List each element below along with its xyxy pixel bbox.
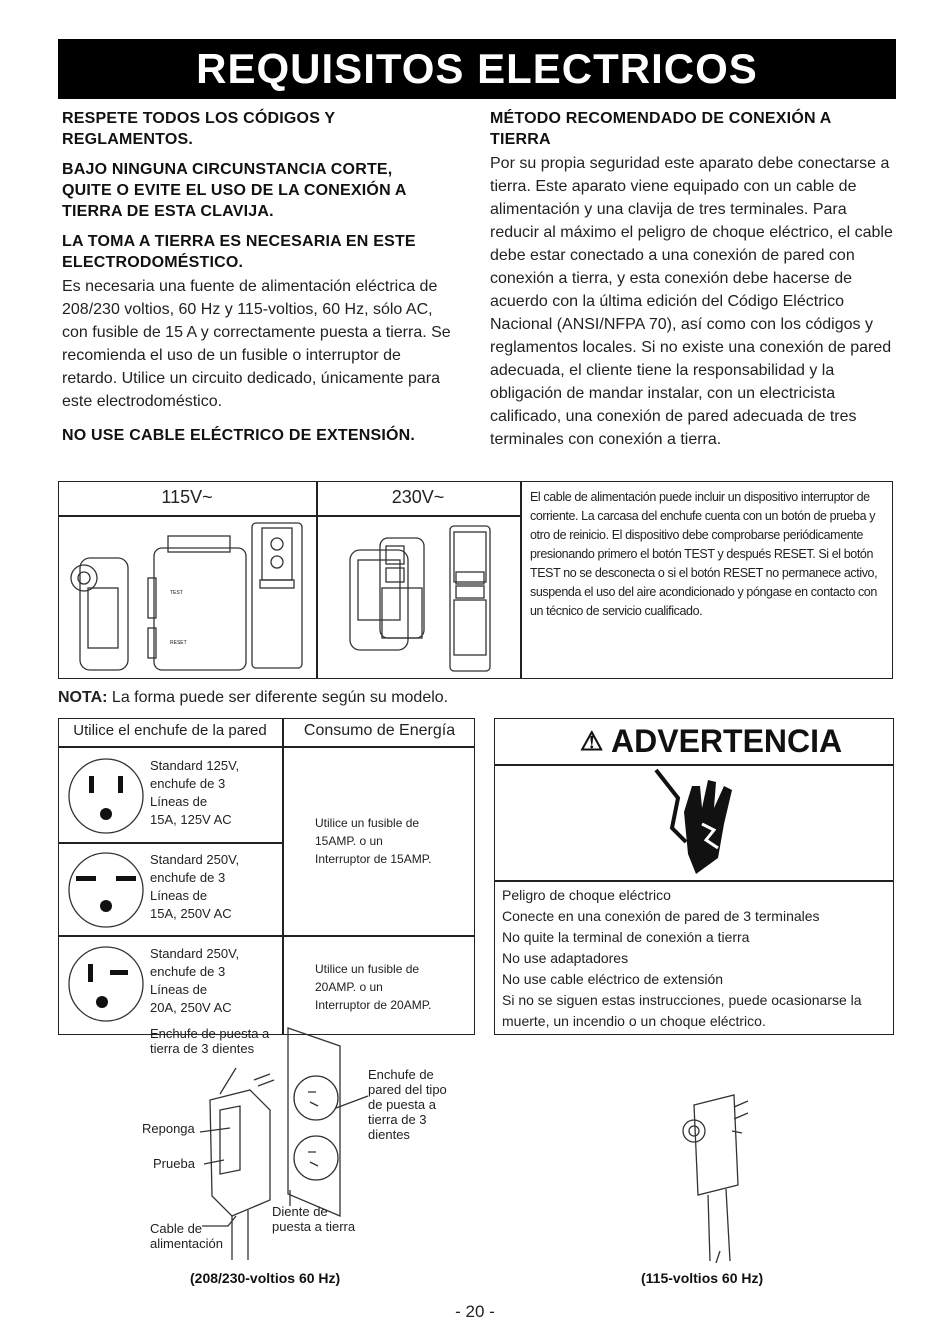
warning-line: No use adaptadores: [502, 950, 629, 966]
caption-230v: (208/230-voltios 60 Hz): [190, 1270, 341, 1286]
power-requirements-text: Es necesaria una fuente de alimentación eléctrica de 208/230 voltios, 60 Hz y 115-voltios, 60 Hz, sólo AC, con fusible de 15 A y correctamente puesta a tierra. Se recomienda el uso de un fusible o interruptor de retardo. Utilice un circuito dedicado, únicamente para este electrodoméstico.: [62, 278, 451, 410]
warning-line: No use cable eléctrico de extensión: [502, 971, 724, 987]
test-label: Prueba: [153, 1156, 195, 1171]
heading-grounding-method: MÉTODO RECOMENDADO DE CONEXIÓN A TIERRA: [490, 110, 831, 148]
outlet-250v-20a-icon: [66, 944, 146, 1024]
reset-label: Reponga: [142, 1121, 195, 1136]
warning-line: Peligro de choque eléctrico: [502, 887, 671, 903]
plug-230v-illustration: [320, 518, 518, 678]
outlet-row-1-text: Standard 125V, enchufe de 3 Líneas de 15A, 125V AC: [150, 758, 240, 827]
warning-title: ⚠ ADVERTENCIA: [580, 723, 843, 759]
divider: [58, 746, 475, 748]
header-115v: 115V~: [161, 487, 213, 507]
divider: [58, 842, 283, 844]
header-230v: 230V~: [391, 487, 445, 507]
fuse-20-text: Utilice un fusible de 20AMP. o un Interruptor de 20AMP.: [315, 962, 432, 1012]
heading-respect-codes: RESPETE TODOS LOS CÓDIGOS Y REGLAMENTOS.: [62, 110, 336, 148]
header-power: Consumo de Energía: [303, 722, 456, 739]
heading-ground-required: LA TOMA A TIERRA ES NECESARIA EN ESTE ELECTRODOMÉSTICO.: [62, 233, 416, 271]
page-title: REQUISITOS ELECTRICOS: [58, 39, 896, 99]
cord-label: Cable de alimentación: [150, 1221, 223, 1251]
divider: [58, 515, 521, 517]
outlet-row-3-text: Standard 250V, enchufe de 3 Líneas de 20A, 250V AC: [150, 946, 240, 1015]
outlet-label: Enchufe de pared del tipo de puesta a tierra de 3 dientes: [368, 1067, 447, 1142]
heading-no-extension: NO USE CABLE ELÉCTRICO DE EXTENSIÓN.: [62, 427, 416, 444]
divider: [494, 764, 894, 766]
page-number: - 20 -: [455, 1302, 495, 1321]
left-column: [62, 108, 462, 446]
divider: [282, 718, 284, 1035]
model-note: [58, 689, 448, 707]
plug-115v-diagram: [660, 1085, 770, 1265]
warning-line: No quite la terminal de conexión a tierra: [502, 929, 750, 945]
reset-button-label: RESET: [170, 640, 187, 646]
grounding-method-text: Por su propia seguridad este aparato debe conectarse a tierra. Este aparato viene equipado con un cable de alimentación y una clavija de tres terminales. Para reducir al máximo el peligro de choque eléctrico, el cable debe estar conectado a una conexión de pared con conexión a tierra, y esta conexión debe hacerse de acuerdo con la última edición del Código Eléctrico Nacional (ANSI/NFPA 70), así como con los códigos y reglamentos locales. Si no existe una conexión de pared adecuada, el cliente tiene la responsabilidad y la obligación de mandar instalar, con un electricista calificado, una conexión de pared adecuada de tres terminales con conexión a tierra.: [490, 155, 893, 448]
header-wall-outlet: Utilice el enchufe de la pared: [73, 722, 267, 739]
divider: [520, 481, 522, 679]
plug-115v-illustration: [62, 518, 314, 678]
divider: [494, 880, 894, 882]
outlet-125v-icon: [66, 756, 146, 836]
divider: [316, 481, 318, 679]
electric-shock-icon: [648, 768, 748, 876]
caption-115v: (115-voltios 60 Hz): [641, 1270, 764, 1286]
fuse-15-text: Utilice un fusible de 15AMP. o un Interruptor de 15AMP.: [315, 816, 432, 866]
warning-lines: [502, 885, 890, 1032]
warning-line: Si no se siguen estas instrucciones, puede ocasionarse la muerte, un incendio o un choque eléctrico.: [502, 992, 862, 1029]
gfci-note: El cable de alimentación puede incluir un dispositivo interruptor de corriente. La carcasa del enchufe cuenta con un botón de prueba y otro de reinicio. El dispositivo debe comprobarse periódicamente presionando primero el botón TEST y después RESET. Si el botón TEST no se desconecta o si el botón RESET no permanece activo, suspenda el uso del aire acondicionado y póngase en contacto con un técnico de servicio cualificado.: [530, 490, 878, 618]
plug-label: Enchufe de puesta a tierra de 3 dientes: [150, 1026, 270, 1056]
note-label: NOTA:: [58, 689, 108, 706]
heading-no-cut-ground: BAJO NINGUNA CIRCUNSTANCIA CORTE, QUITE O EVITE EL USO DE LA CONEXIÓN A TIERRA DE ESTA CLAVIJA.: [62, 161, 407, 220]
note-text: La forma puede ser diferente según su modelo.: [107, 689, 449, 706]
divider: [58, 935, 475, 937]
warning-line: Conecte en una conexión de pared de 3 terminales: [502, 908, 820, 924]
warning-triangle-icon: ⚠: [580, 726, 604, 756]
prong-label: Diente de puesta a tierra: [272, 1204, 356, 1234]
outlet-250v-15a-icon: [66, 850, 146, 930]
test-button-label: TEST: [170, 590, 183, 596]
outlet-row-2-text: Standard 250V, enchufe de 3 Líneas de 15A, 250V AC: [150, 852, 240, 921]
right-column: [490, 108, 895, 451]
